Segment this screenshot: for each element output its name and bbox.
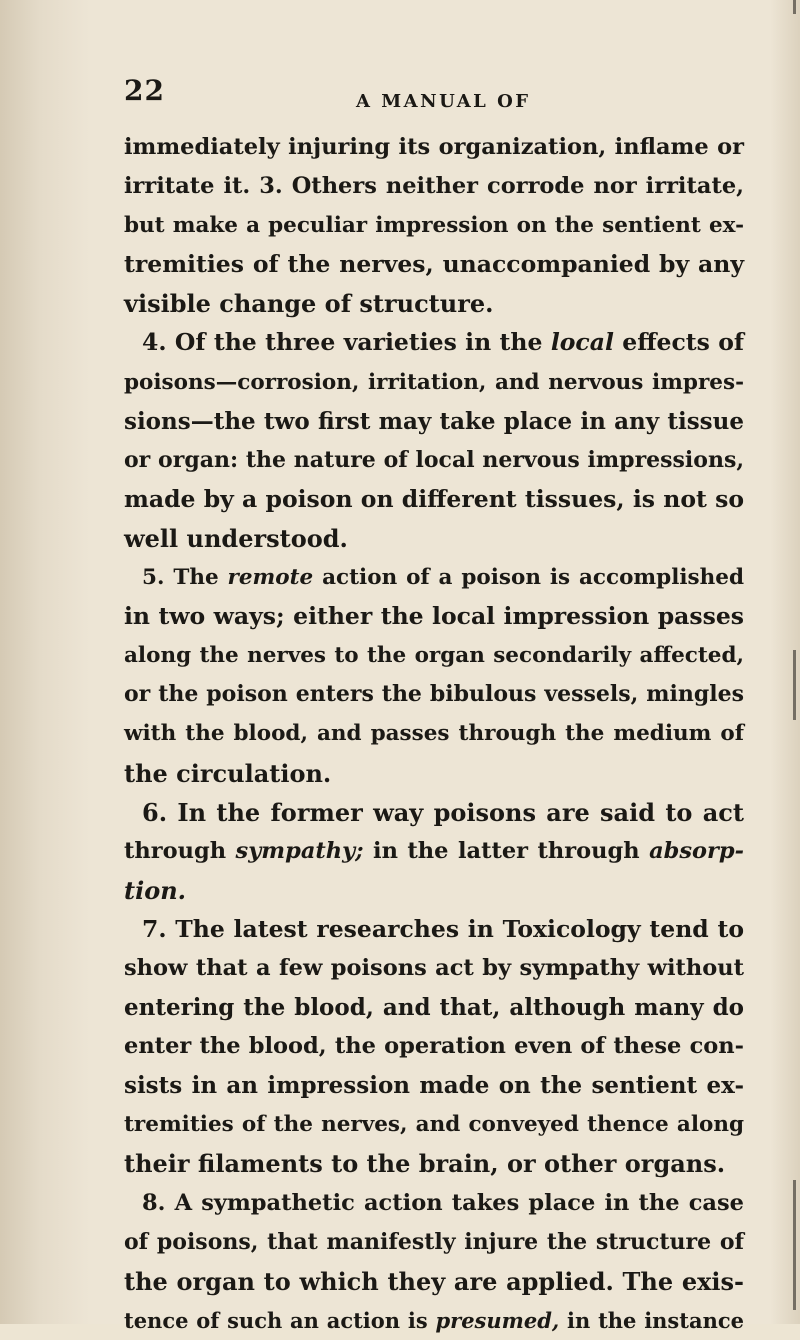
text-line: [124, 558, 744, 597]
text-line: [124, 167, 744, 206]
text-run: 6. In the former way poisons are said to act: [142, 797, 744, 827]
text-run: sists in an impression made on the sentient ex-: [124, 1072, 744, 1100]
running-head: A MANUAL OF: [356, 91, 531, 112]
page-edge-mark: [793, 0, 796, 14]
text-line: [124, 323, 744, 362]
text-run: 8. A sympathetic action takes place in the case: [142, 1189, 744, 1216]
text-run: through: [124, 837, 236, 864]
text-line: [124, 1105, 744, 1144]
text-line: [124, 597, 744, 636]
text-line: [124, 284, 744, 323]
text-line: [124, 1262, 744, 1301]
text-line: [124, 441, 744, 480]
text-run: irritate it. 3. Others neither corrode nor irritate,: [124, 173, 744, 200]
text-run: tence of such an action is: [124, 1307, 436, 1333]
italic-text: presumed,: [435, 1307, 560, 1333]
text-line: [124, 793, 744, 832]
text-line: [124, 1066, 744, 1105]
body-text: [124, 128, 744, 1340]
text-run: in the latter through: [363, 837, 650, 864]
text-run: poisons—corrosion, irritation, and nervous impres-: [124, 369, 744, 395]
text-line: [124, 949, 744, 988]
text-line: [124, 714, 744, 753]
text-line: [124, 1184, 744, 1223]
text-run: or organ: the nature of local nervous impressions,: [124, 446, 744, 473]
text-line: [124, 363, 744, 402]
text-run: action of a poison is accomplished: [313, 565, 744, 591]
italic-text: tion.: [124, 875, 187, 905]
text-run: entering the blood, and that, although many do: [124, 994, 744, 1022]
italic-text: absorp-: [649, 837, 744, 864]
text-run: their filaments to the brain, or other organs.: [124, 1149, 726, 1179]
text-line: [124, 832, 744, 871]
text-run: along the nerves to the organ secondarily affected,: [124, 643, 744, 669]
text-line: [124, 1144, 744, 1183]
text-line: [124, 128, 744, 167]
text-run: the organ to which they are applied. The exis-: [124, 1266, 744, 1296]
text-run: immediately injuring its organization, inflame or: [124, 134, 744, 160]
italic-text: sympathy;: [235, 837, 364, 864]
text-run: in the instance: [559, 1307, 744, 1333]
text-run: tremities of the nerves, and conveyed thence along: [124, 1112, 744, 1138]
text-run: tremities of the nerves, unaccompanied by any: [124, 250, 744, 279]
text-line: [124, 988, 744, 1027]
text-run: 4. Of the three varieties in the: [142, 328, 551, 357]
italic-text: local: [550, 328, 614, 357]
text-line: [124, 1301, 744, 1340]
page-edge-mark: [793, 1180, 796, 1310]
text-run: visible change of structure.: [124, 289, 494, 319]
text-line: [124, 871, 744, 910]
text-line: [124, 402, 744, 441]
text-run: with the blood, and passes through the medium of: [124, 721, 744, 747]
text-run: show that a few poisons act by sympathy without: [124, 954, 744, 981]
text-line: [124, 754, 744, 793]
text-line: [124, 480, 744, 519]
text-line: [124, 245, 744, 284]
text-run: but make a peculiar impression on the sentient ex-: [124, 213, 744, 239]
text-line: [124, 1027, 744, 1066]
text-line: [124, 519, 744, 558]
text-line: [124, 206, 744, 245]
page-number: 22: [124, 74, 165, 107]
text-run: made by a poison on different tissues, is not so: [124, 484, 744, 513]
page-header: [124, 74, 744, 114]
text-line: [124, 636, 744, 675]
text-run: effects of: [613, 328, 744, 357]
text-line: [124, 1223, 744, 1262]
text-run: sions—the two first may take place in any tissue: [124, 407, 744, 435]
text-run: 7. The latest researches in Toxicology tend to: [142, 914, 744, 943]
text-run: of poisons, that manifestly injure the structure of: [124, 1228, 744, 1255]
text-line: [124, 910, 744, 949]
text-run: well understood.: [124, 523, 348, 553]
page-edge-mark: [793, 650, 796, 720]
text-line: [124, 675, 744, 714]
text-run: 5. The: [142, 565, 228, 591]
text-run: the circulation.: [124, 758, 332, 788]
italic-text: remote: [227, 565, 314, 591]
text-run: or the poison enters the bibulous vessels, mingles: [124, 681, 744, 708]
text-run: in two ways; either the local impression passes: [124, 602, 744, 631]
text-run: enter the blood, the operation even of these con-: [124, 1033, 744, 1060]
